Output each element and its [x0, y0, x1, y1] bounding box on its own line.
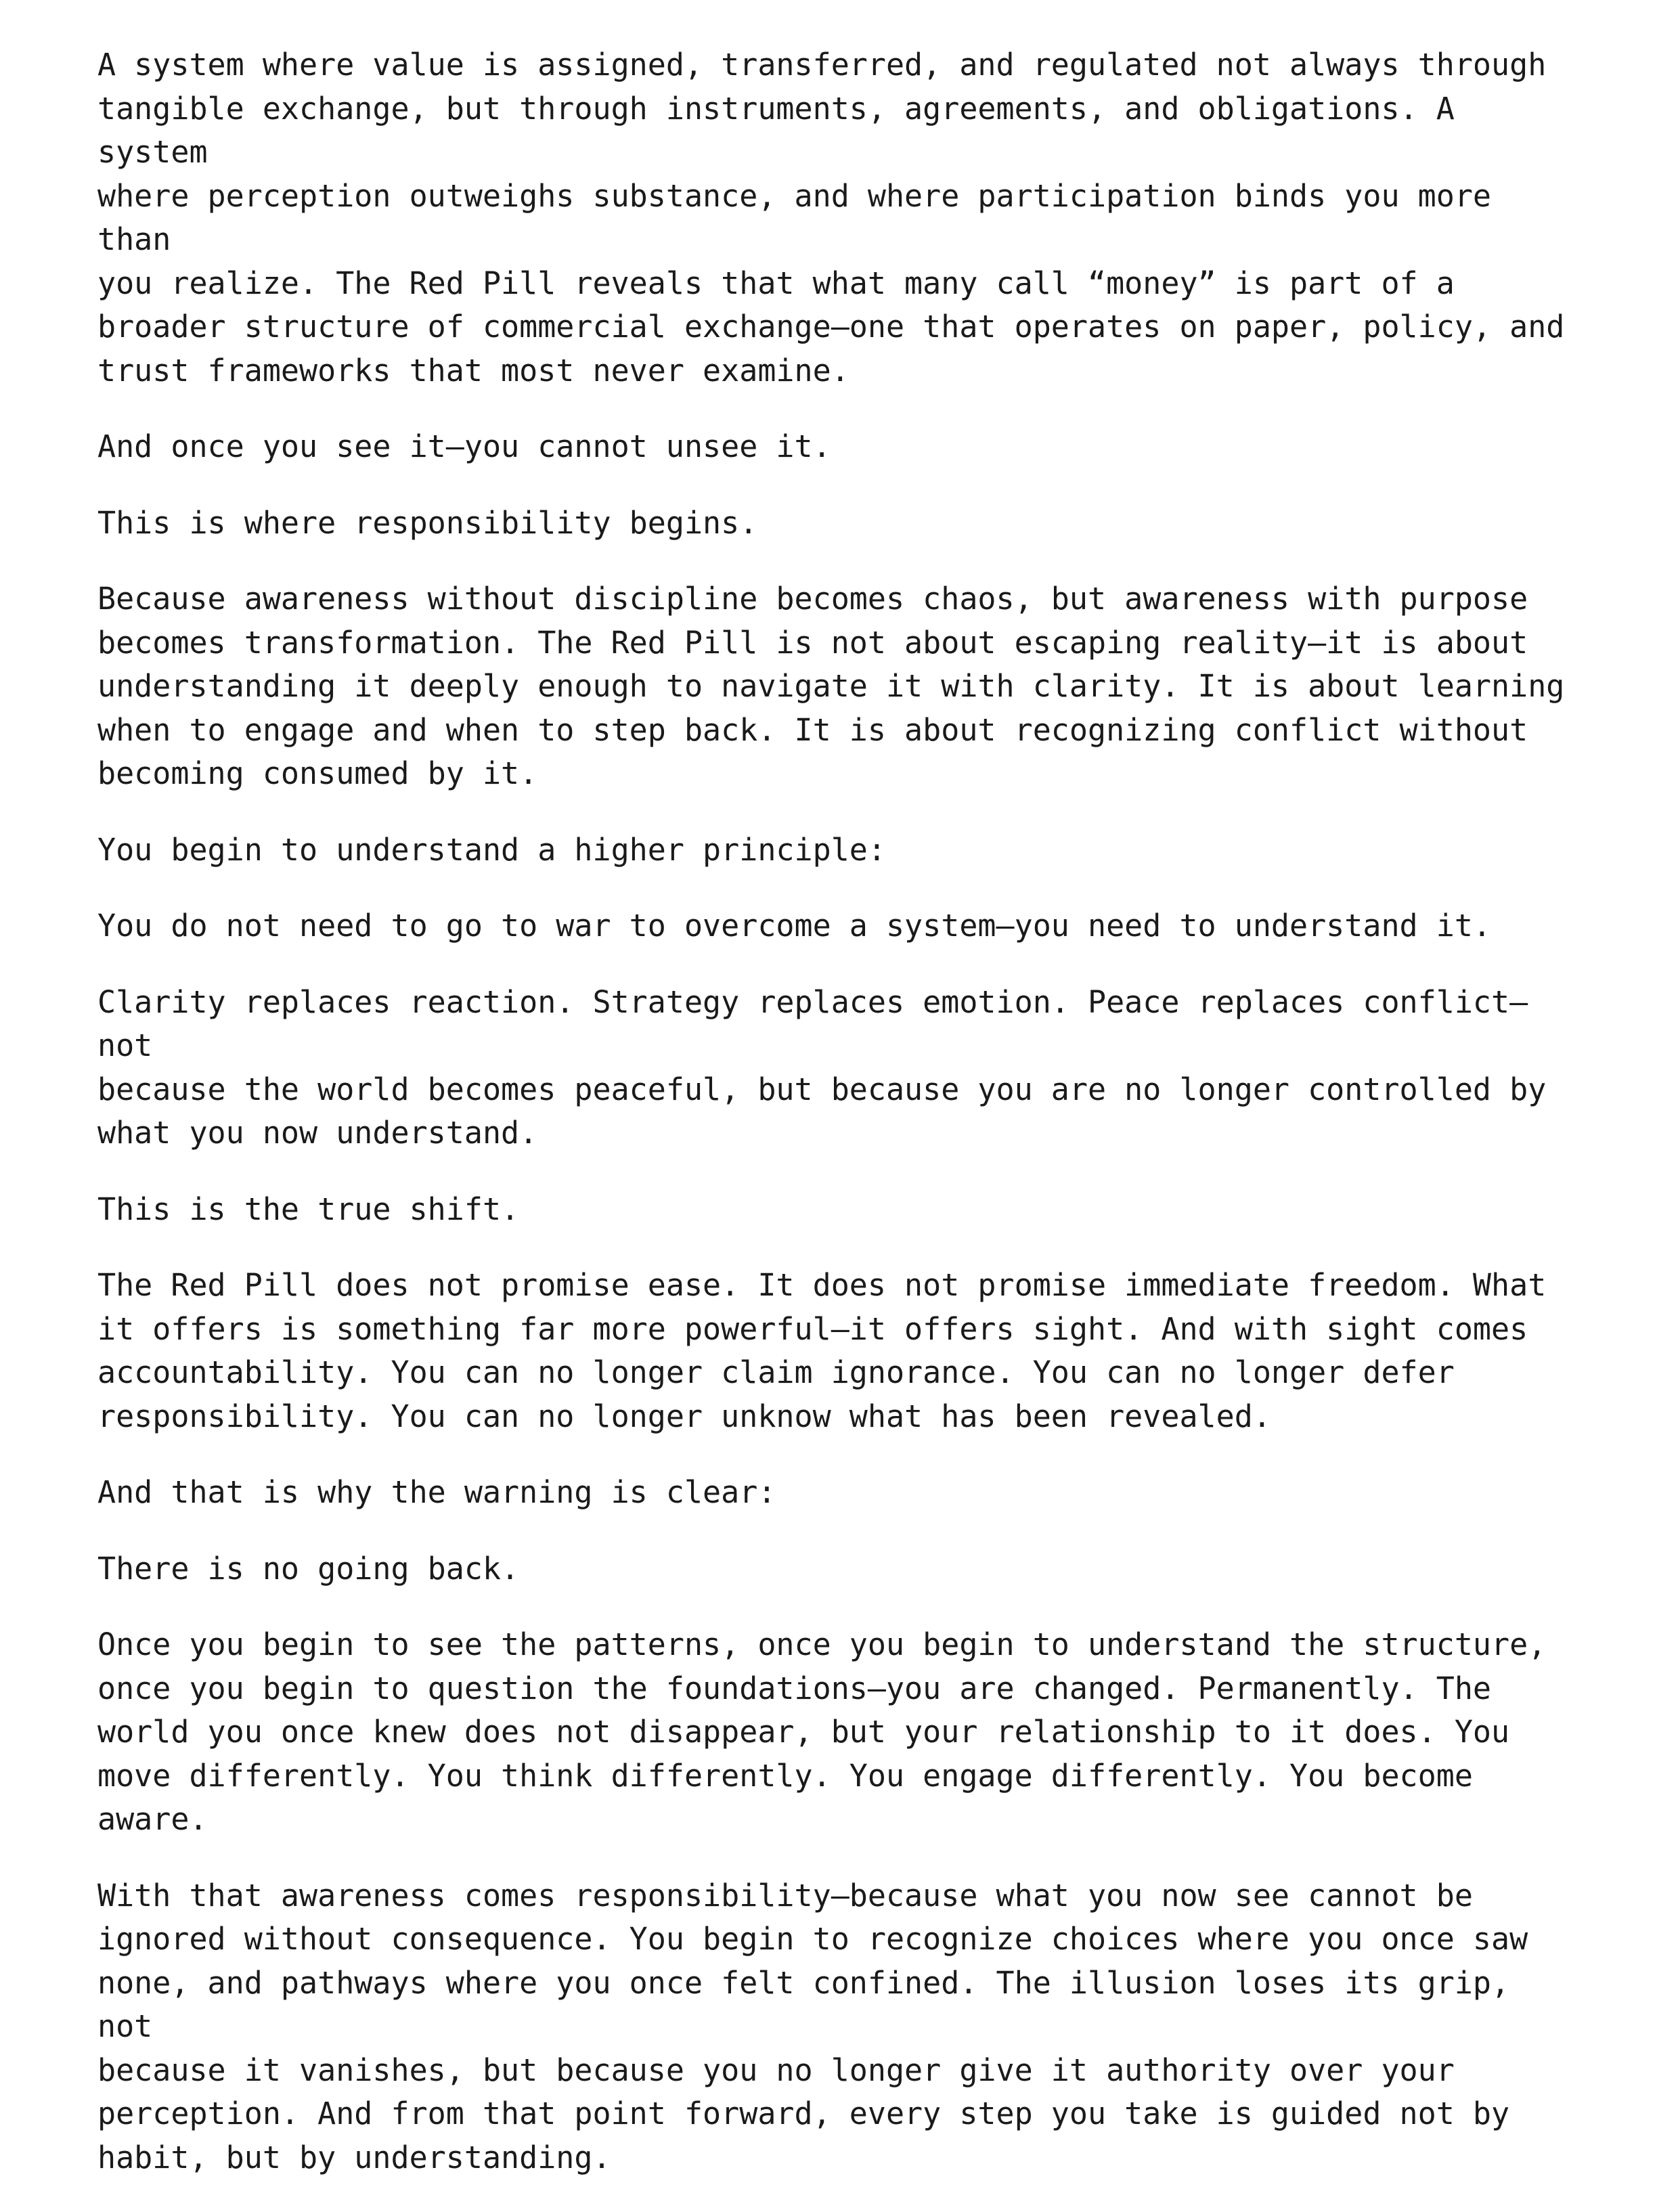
paragraph-true-shift: This is the true shift.: [97, 1191, 520, 1227]
paragraph-no-war: You do not need to go to war to overcome a system—you need to understand it.: [97, 908, 1492, 944]
paragraph-cannot-unsee: And once you see it—you cannot unsee it.: [97, 428, 831, 464]
paragraph-higher-principle: You begin to understand a higher principle:: [97, 831, 886, 868]
paragraph-system-description: A system where value is assigned, transferred, and regulated not always through tangible exchange, but through instruments, agreements, and obligations. A system where perception outweighs substance, and where participation binds you more than you realize. The Red Pill reveals that what many call “money” is part of a broader structure of commercial exchange—one that operates on paper, policy, and trust frameworks that most never examine.: [97, 47, 1565, 389]
paragraph-warning-clear: And that is why the warning is clear:: [97, 1474, 776, 1510]
paragraph-awareness-discipline: Because awareness without discipline becomes chaos, but awareness with purpose becomes transformation. The Red Pill is not about escaping reality—it is about understanding it deeply enough to navigate it with clarity. It is about learning when to engage and when to step back. It is about recognizing conflict without becoming consumed by it.: [97, 581, 1565, 791]
paragraph-clarity-replaces: Clarity replaces reaction. Strategy replaces emotion. Peace replaces conflict—not because the world becomes peaceful, but because you are no longer controlled by what you now understand.: [97, 983, 1547, 1151]
paragraph-awareness-responsibility: With that awareness comes responsibility—because what you now see cannot be ignored without consequence. You begin to recognize choices where you once saw none, and pathways where you once felt confined. The illusion loses its grip, not because it vanishes, but because you no longer give it authority over your perception. And from that point forward, every step you take is guided not by habit, but by understanding.: [97, 1877, 1528, 2175]
paragraph-see-patterns: Once you begin to see the patterns, once you begin to understand the structure, once you begin to question the foundations—you are changed. Permanently. The world you once knew does not disappear, but your relationship to it does. You move differently. You think differently. You engage differently. You become aware.: [97, 1627, 1547, 1837]
document-page: [97, 43, 1573, 2212]
paragraph-responsibility-begins: This is where responsibility begins.: [97, 504, 758, 541]
paragraph-no-promise-ease: The Red Pill does not promise ease. It does not promise immediate freedom. What it offers is something far more powerful—it offers sight. And with sight comes accountability. You can no longer claim ignorance. You can no longer defer responsibility. You can no longer unknow what has been revealed.: [97, 1267, 1547, 1434]
paragraph-no-going-back: There is no going back.: [97, 1550, 520, 1587]
